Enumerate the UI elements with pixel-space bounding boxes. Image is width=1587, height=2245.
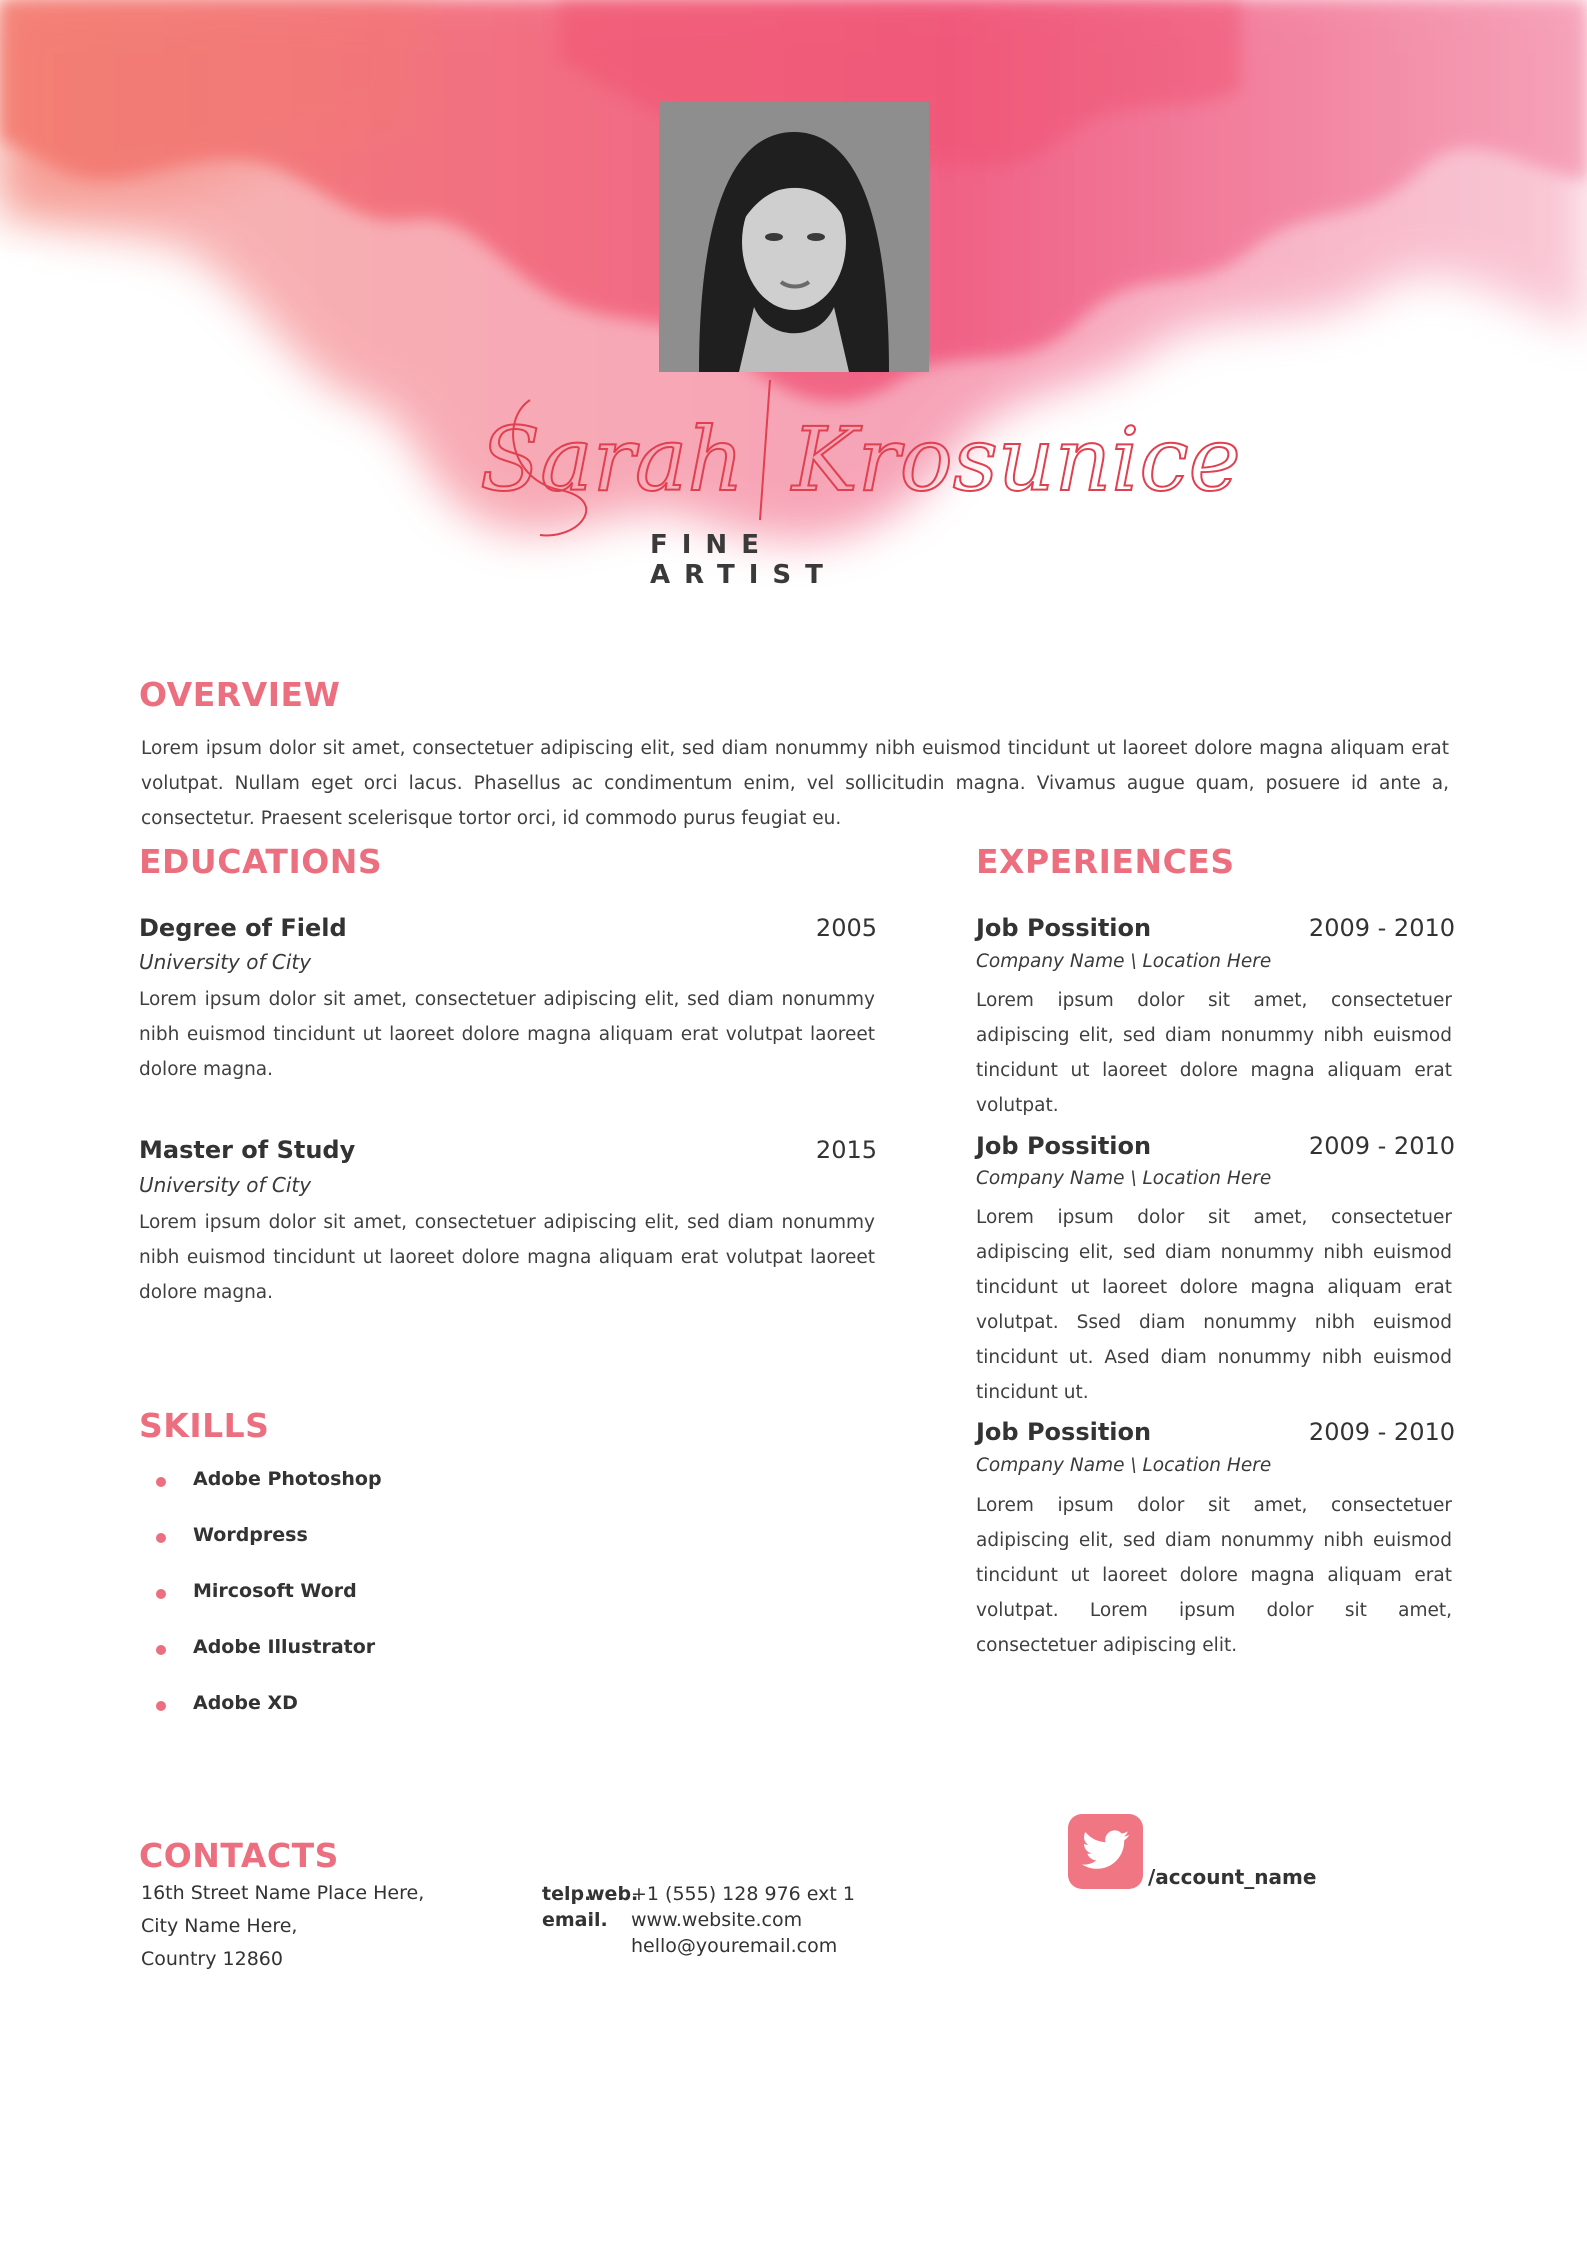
experience-title: Job Possition: [976, 1418, 1152, 1446]
experience-title: Job Possition: [976, 1132, 1152, 1160]
overview-text: Lorem ipsum dolor sit amet, consectetuer adipiscing elit, sed diam nonummy nibh euismod tincidunt ut laoreet dolore magna aliquam erat volutpat. Nullam eget orci lacus. Phasellus ac condimentum enim, vel sollicitudin magna. Vivamus augue quam, posuere id ante a, consectetur. Praesent scelerisque tortor orci, id commodo purus feugiat eu.: [141, 738, 1449, 829]
experience-text: Lorem ipsum dolor sit amet, consectetuer adipiscing elit, sed diam nonummy nibh euismod tincidunt ut laoreet dolore magna aliquam erat volutpat.: [976, 990, 1452, 1116]
educations-heading: EDUCATIONS: [139, 842, 383, 881]
education-school: University of City: [139, 950, 312, 974]
website-link[interactable]: www.website.com: [631, 1909, 803, 1931]
experience-text: Lorem ipsum dolor sit amet, consectetuer adipiscing elit, sed diam nonummy nibh euismod tincidunt ut laoreet dolore magna aliquam erat volutpat. Lorem ipsum dolor sit amet, consectetuer adipiscing elit.: [976, 1495, 1452, 1656]
experience-years: 2009 - 2010: [1308, 1132, 1455, 1160]
email-label: email.: [542, 1909, 608, 1931]
bullet-icon: [156, 1701, 166, 1711]
experience-company: Company Name \ Location Here: [976, 951, 1272, 972]
web-label: web.: [587, 1883, 639, 1905]
experience-company: Company Name \ Location Here: [976, 1455, 1272, 1476]
education-title: Master of Study: [139, 1136, 356, 1164]
experiences-heading: EXPERIENCES: [976, 842, 1235, 881]
education-year: 2015: [815, 1136, 877, 1164]
bullet-icon: [156, 1533, 166, 1543]
contacts-heading: CONTACTS: [139, 1836, 339, 1875]
job-title: FINE ARTIST: [650, 530, 837, 590]
education-text: Lorem ipsum dolor sit amet, consectetuer adipiscing elit, sed diam nonummy nibh euismod tincidunt ut laoreet dolore magna aliquam erat volutpat laoreet dolore magna.: [139, 989, 875, 1080]
phone-value: +1 (555) 128 976 ext 1: [631, 1883, 855, 1905]
bullet-icon: [156, 1589, 166, 1599]
education-school: University of City: [139, 1173, 312, 1197]
overview-heading: OVERVIEW: [139, 675, 341, 714]
first-name: Sarah: [480, 408, 744, 511]
skills-heading: SKILLS: [139, 1406, 270, 1445]
twitter-handle[interactable]: /account_name: [1148, 1865, 1317, 1889]
experience-text: Lorem ipsum dolor sit amet, consectetuer adipiscing elit, sed diam nonummy nibh euismod tincidunt ut laoreet dolore magna aliquam erat volutpat. Ssed diam nonummy nibh euismod tincidunt ut. Ased diam nonummy nibh euismod tincidunt ut.: [976, 1207, 1452, 1403]
address-line: 16th Street Name Place Here,: [141, 1882, 425, 1904]
experience-company: Company Name \ Location Here: [976, 1168, 1272, 1189]
education-title: Degree of Field: [139, 914, 347, 942]
education-year: 2005: [815, 914, 877, 942]
profile-photo: [659, 102, 929, 372]
address-line: City Name Here,: [141, 1915, 298, 1937]
twitter-icon[interactable]: [1068, 1814, 1143, 1889]
telp-label: telp.: [542, 1883, 592, 1905]
experience-title: Job Possition: [976, 914, 1152, 942]
last-name: Krosunice: [791, 408, 1241, 511]
bullet-icon: [156, 1477, 166, 1487]
experience-years: 2009 - 2010: [1308, 1418, 1455, 1446]
education-text: Lorem ipsum dolor sit amet, consectetuer adipiscing elit, sed diam nonummy nibh euismod tincidunt ut laoreet dolore magna aliquam erat volutpat laoreet dolore magna.: [139, 1212, 875, 1303]
address-line: Country 12860: [141, 1948, 283, 1970]
svg-text:Sarah Krosunice: [480, 408, 1241, 511]
experience-years: 2009 - 2010: [1308, 914, 1455, 942]
bullet-icon: [156, 1645, 166, 1655]
email-link[interactable]: hello@youremail.com: [631, 1935, 838, 1957]
